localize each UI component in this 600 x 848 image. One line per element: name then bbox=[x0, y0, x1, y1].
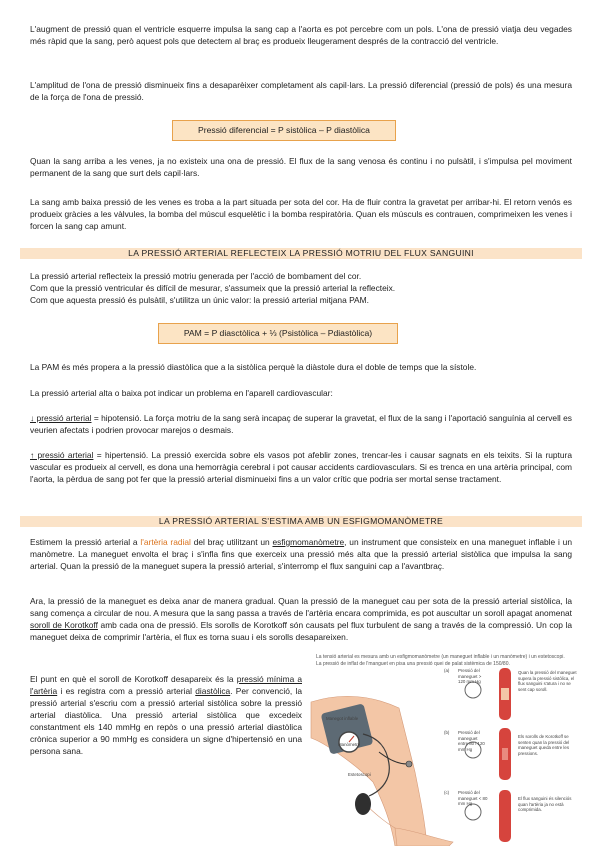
step-b-label: (b) bbox=[444, 730, 450, 735]
diastolic-term: diastòlica bbox=[195, 685, 231, 696]
radial-artery-link[interactable]: l'artèria radial bbox=[140, 537, 191, 547]
section-heading-sphygmomanometer: LA PRESSIÓ ARTERIAL S'ESTIMA AMB UN ESFIGMOMANÒMETRE bbox=[20, 516, 582, 527]
paragraph-amplitude: L'amplitud de l'ona de pressió disminueix fins a desaparèixer completament als capil·lars. La pressió diferencial (pressió de pols) és una mesura de la força de l'ona de pressió. bbox=[30, 80, 572, 102]
paragraph-venous-flow: Quan la sang arriba a les venes, ja no existeix una ona de pressió. El flux de la sang venosa és continu i no pulsàtil, i s'impulsa pel moviment permanent de la sang que surt dels capil·lars. bbox=[30, 156, 572, 178]
note-a: Quan la pressió del maneguet supera la pressió sistòlica, el flux sanguini s'atura i no se sent cap soroll. bbox=[518, 670, 577, 692]
step-a-label: (a) bbox=[444, 668, 450, 673]
label-stethoscope: Estetoscopi bbox=[348, 772, 371, 777]
paragraph-korotkoff: Ara, la pressió de la maneguet es deixa anar de manera gradual. Quan la pressió de la maneguet cau per sota de la pressió arterial sistòlica, la sang comença a circular de nou. A mesura que la sang passa a través de l'artèria encara comprimida, es pot auscultar un soroll apagat anomenat soroll de Korotkoff amb cada ona de pressió. Els sorolls de Korotkoff són causats pel flux turbulent de sang a través de la compressió. Un cop la maneguet deixa de comprimir l'artèria, el flux es torna suau i els sorolls desapareixen. bbox=[30, 596, 572, 642]
paragraph-hypertension: ↑ pressió arterial = hipertensió. La pressió exercida sobre els vasos pot afeblir zones, trencar-les i causar sagnats en els teixits. Si la ruptura vascular es produeix al cervell, es dona una hemorràgia cerebral i pot causar accidents cardiovasculars. Si es trenca en una artèria principal, com l'aorta, la pèrdua de sang pot fer que la pressió arterial disminueixi fins a un valor crític que podria ser mortal sense tractament. bbox=[30, 450, 572, 484]
note-b: Els sorolls de Korotkoff se senten quan la pressió del maneguet queda entre les pressions. bbox=[518, 734, 570, 756]
paragraph-venous-return: La sang amb baixa pressió de les venes es troba a la part situada per sota del cor. Ha de fluir contra la gravetat per arribar-hi. El retorn venós es produeix gràcies a les vàlvules, la bomba del múscul esquelètic i la bomba respiratòria. Quan els músculs es contrauen, comprimeixen les venes i forcen la sang cap amunt. bbox=[30, 197, 572, 231]
step-c-label: (c) bbox=[444, 790, 450, 795]
paragraph-hypotension: ↓ pressió arterial = hipotensió. La força motriu de la sang serà incapaç de superar la gravetat, el flux de la sang i l'aportació sanguínia al cervell es veurien afectats i podrien provocar marejos o desmais. bbox=[30, 413, 572, 435]
paragraph-high-low: La pressió arterial alta o baixa pot indicar un problema en l'aparell cardiovascular: bbox=[30, 388, 333, 398]
figure-caption: La tensió arterial es mesura amb un esfigmomanòmetre (un maneguet inflable i un manòmetre) i un estetoscopi. La pressió de inflat de l'manguet en pisa una pressió quei de palat sistèmica de 150/80. bbox=[316, 654, 565, 667]
gauge-a-label: Pressió del maneguet > 120 mm Hg bbox=[458, 668, 482, 684]
hypotension-term: ↓ pressió arterial bbox=[30, 413, 92, 423]
paragraph-arterial-pressure: La pressió arterial reflecteix la pressió motriu generada per l'acció de bombament del cor. Com que la pressió ventricular és difícil de mesurar, s'assumeix que la pressió arterial la reflecteix. Com que aquesta pressió és pulsàtil, s'utilitza un únic valor: la pressió arterial mitjana PAM. bbox=[30, 271, 396, 305]
paragraph-pulse: L'augment de pressió quan el ventricle esquerre impulsa la sang cap a l'aorta es pot percebre com un pols. L'ona de pressió viatja deu vegades més ràpid que la sang, però aquest pols que detectem al braç es produeix lleugerament després de la contracció del ventricle. bbox=[30, 24, 572, 46]
paragraph-diastolic: El punt en què el soroll de Korotkoff desapareix és la pressió mínima a l'artèria i es registra com a pressió arterial diastòlica. Per convenció, la pressió arterial s'escriu com a pressió arterial sistòlica sobre la pressió arterial diastòlica. Una pressió arterial sistòlica que excedeix constantment els 140 mmHg en repòs o una pressió arterial diastòlica crònica superior a 90 mmHg es considera un signe d'hipertensió en una persona sana. bbox=[30, 674, 302, 756]
formula-pam: PAM = P diasctòlica + ⅓ (Psistòlica – Pdiastòlica) bbox=[158, 323, 398, 344]
note-c: El flux sanguini és silenciós quan l'artèria ja no està comprimida. bbox=[518, 796, 572, 812]
formula-pulse-pressure: Pressió diferencial = P sistòlica – P diastòlica bbox=[172, 120, 396, 141]
bulb-icon bbox=[355, 793, 371, 815]
paragraph-measurement: Estimem la pressió arterial a l'artèria radial del braç utilitzant un esfigmomanòmetre, un instrument que consisteix en una maneguet inflable i un manòmetre. La maneguet envolta el braç i s'infla fins que exerceix una pressió més alta que la pressió arterial sistòlica que impulsa la sang arterial. Quan la pressió de la maneguet supera la pressió arterial, s'interromp el flux sanguini cap a l'avantbraç. bbox=[30, 537, 572, 571]
section-heading-driving-pressure: LA PRESSIÓ ARTERIAL REFLECTEIX LA PRESSIÓ MOTRIU DEL FLUX SANGUINI bbox=[20, 248, 582, 259]
korotkoff-term: soroll de Korotkoff bbox=[30, 619, 98, 630]
paragraph-pam: La PAM és més propera a la pressió diastòlica que a la sistòlica perquè la diàstole dura el doble de temps que la sístole. bbox=[30, 362, 477, 372]
hypertension-term: ↑ pressió arterial bbox=[30, 450, 94, 460]
sphygmomanometer-term: esfigmomanòmetre bbox=[272, 537, 345, 547]
label-cuff: Manegot inflable bbox=[326, 716, 359, 721]
artery-c bbox=[499, 790, 511, 842]
gauge-b-label: Pressió del maneguet entre 80 i 120 mm Hg bbox=[458, 730, 485, 752]
gauge-c-label: Pressió del maneguet < 80 mm Hg bbox=[458, 790, 488, 806]
minimum-pressure-term: pressió mínima a l'artèria bbox=[30, 674, 302, 696]
label-gauge: Manòmetre bbox=[338, 742, 361, 747]
